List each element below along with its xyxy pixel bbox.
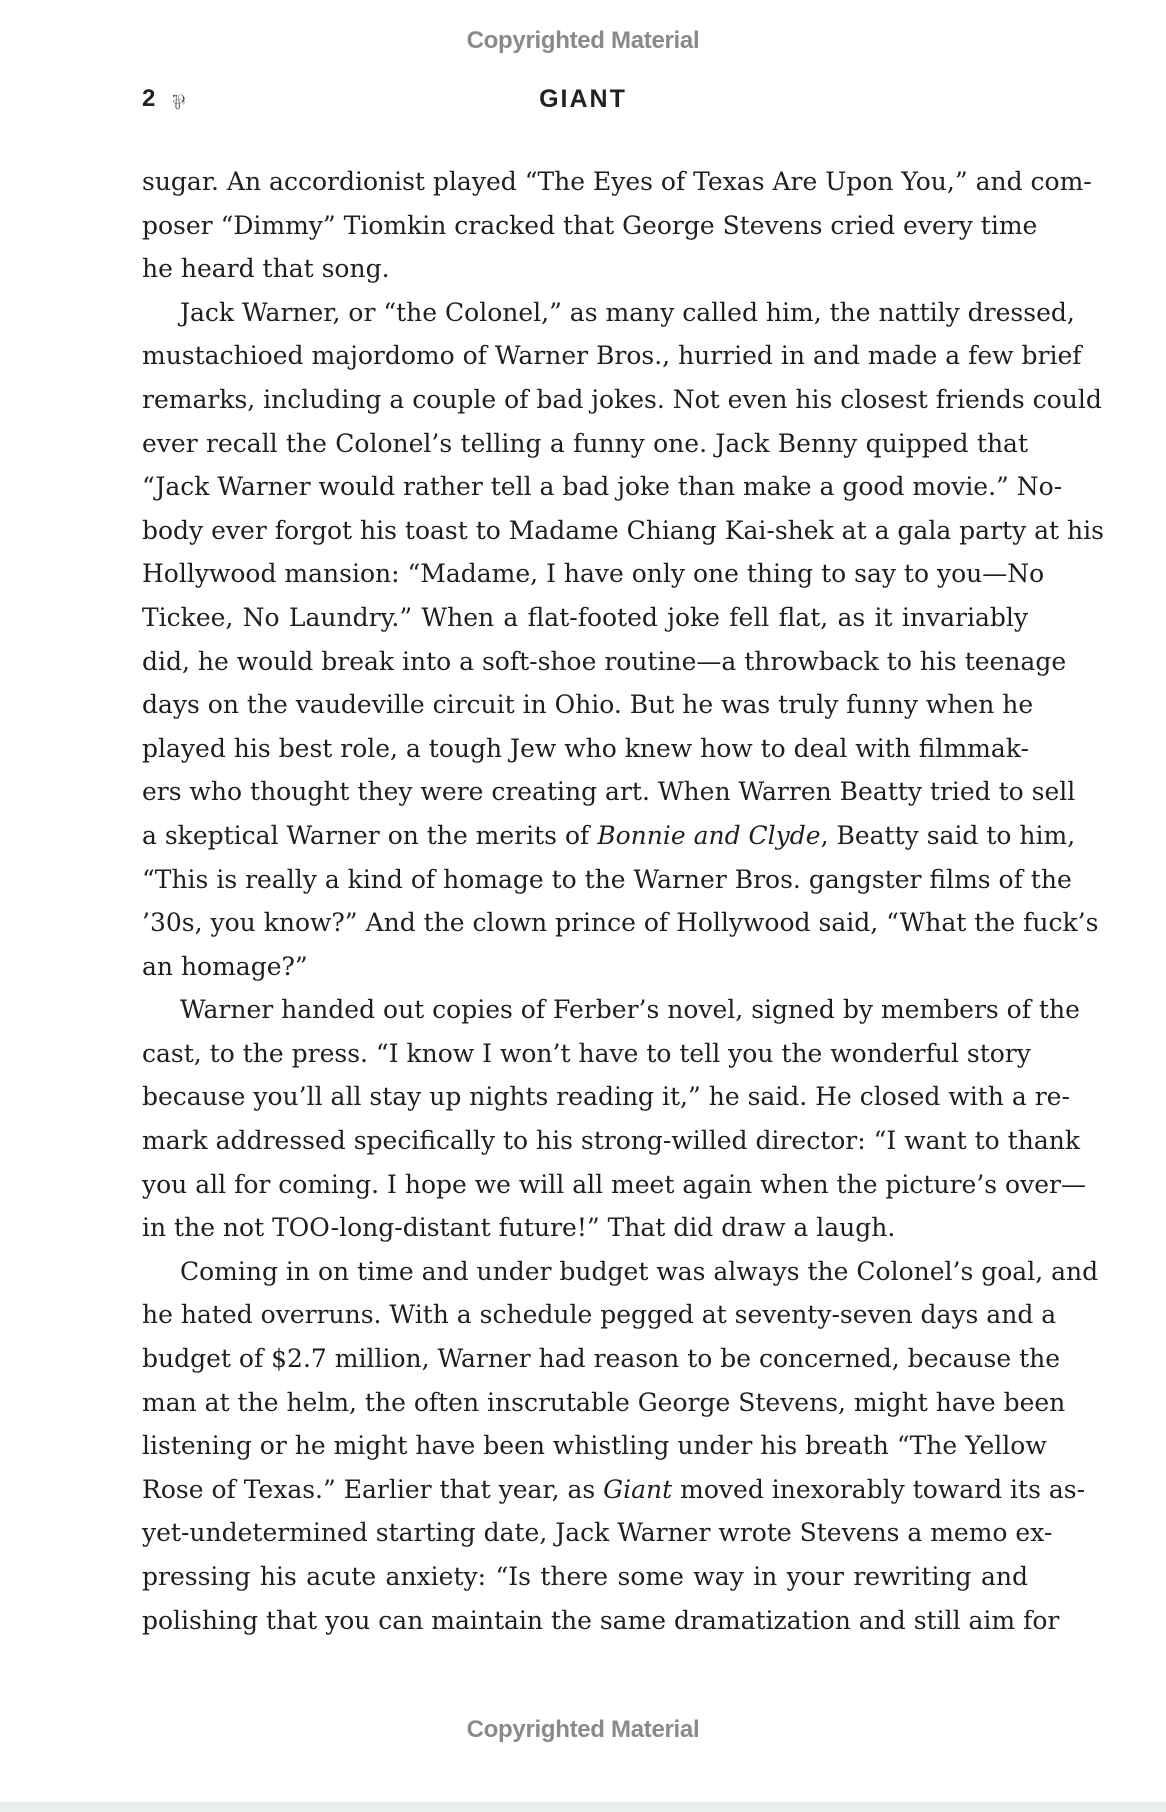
line-text-before: Rose of Texas.” Earlier that year, as bbox=[142, 1474, 604, 1504]
paragraph-start-line: Warner handed out copies of Ferber’s novel, signed by members of the bbox=[180, 995, 1080, 1025]
line-text-after: , Beatty said to him, bbox=[820, 820, 1076, 850]
italic-title-bonnie-and-clyde: Bonnie and Clyde bbox=[597, 820, 821, 850]
text-line: he hated overruns. With a schedule pegged at seventy-seven days and a bbox=[142, 1300, 1057, 1330]
text-line: ever recall the Colonel’s telling a funny one. Jack Benny quipped that bbox=[142, 428, 1028, 458]
text-line: ers who thought they were creating art. When Warren Beatty tried to sell bbox=[142, 777, 1076, 807]
italic-title-giant: Giant bbox=[603, 1474, 673, 1504]
text-line: an homage?” bbox=[142, 951, 308, 981]
text-line: poser “Dimmy” Tiomkin cracked that George Stevens cried every time bbox=[142, 210, 1038, 240]
text-line: he heard that song. bbox=[142, 254, 390, 284]
copyright-notice-top: Copyrighted Material bbox=[466, 27, 700, 54]
text-line: mark addressed specifically to his strong-willed director: “I want to thank bbox=[142, 1126, 1080, 1156]
text-line: cast, to the press. “I know I won’t have to tell you the wonderful story bbox=[142, 1038, 1031, 1068]
text-line: Hollywood mansion: “Madame, I have only one thing to say to you—No bbox=[142, 559, 1045, 589]
text-line: listening or he might have been whistling under his breath “The Yellow bbox=[142, 1431, 1047, 1461]
text-line: ’30s, you know?” And the clown prince of Hollywood said, “What the fuck’s bbox=[142, 908, 1099, 938]
paragraph-start-line: Coming in on time and under budget was always the Colonel’s goal, and bbox=[180, 1256, 1099, 1286]
text-line: because you’ll all stay up nights reading it,” he said. He closed with a re- bbox=[142, 1082, 1070, 1112]
text-line: budget of $2.7 million, Warner had reason to be concerned, because the bbox=[142, 1344, 1061, 1374]
text-line-with-italic bbox=[142, 814, 1076, 858]
running-head-title: GIANT bbox=[539, 85, 627, 113]
text-line-with-italic bbox=[142, 1468, 1086, 1512]
text-line: yet-undetermined starting date, Jack Warner wrote Stevens a memo ex- bbox=[142, 1518, 1053, 1548]
text-line: played his best role, a tough Jew who knew how to deal with filmmak- bbox=[142, 733, 1029, 763]
text-line: “Jack Warner would rather tell a bad joke than make a good movie.” No- bbox=[142, 472, 1063, 502]
page-bottom-band bbox=[0, 1802, 1166, 1812]
text-line: mustachioed majordomo of Warner Bros., hurried in and made a few brief bbox=[142, 341, 1082, 371]
text-line: “This is really a kind of homage to the Warner Bros. gangster films of the bbox=[142, 864, 1072, 894]
ornament-icon: ⅌ bbox=[172, 90, 186, 114]
text-line: days on the vaudeville circuit in Ohio. But he was truly funny when he bbox=[142, 690, 1034, 720]
paragraph-start-line: Jack Warner, or “the Colonel,” as many called him, the nattily dressed, bbox=[180, 297, 1075, 327]
line-text-after: moved inexorably toward its as- bbox=[672, 1474, 1086, 1504]
text-line: polishing that you can maintain the same dramatization and still aim for bbox=[142, 1605, 1060, 1635]
text-line: man at the helm, the often inscrutable George Stevens, might have been bbox=[142, 1387, 1066, 1417]
text-line: body ever forgot his toast to Madame Chiang Kai-shek at a gala party at his bbox=[142, 515, 1104, 545]
text-line: sugar. An accordionist played “The Eyes of Texas Are Upon You,” and com- bbox=[142, 167, 1092, 196]
body-text bbox=[142, 160, 1104, 1642]
text-line: Tickee, No Laundry.” When a flat-footed joke fell flat, as it invariably bbox=[142, 602, 1028, 632]
page-number: 2 bbox=[142, 85, 156, 112]
text-line: you all for coming. I hope we will all meet again when the picture’s over— bbox=[142, 1169, 1086, 1199]
copyright-notice-bottom: Copyrighted Material bbox=[466, 1716, 700, 1743]
text-line: remarks, including a couple of bad jokes. Not even his closest friends could bbox=[142, 384, 1102, 414]
line-text-before: a skeptical Warner on the merits of bbox=[142, 820, 598, 850]
text-line: in the not TOO-long-distant future!” That did draw a laugh. bbox=[142, 1213, 896, 1243]
text-line: pressing his acute anxiety: “Is there some way in your rewriting and bbox=[142, 1562, 1028, 1591]
text-line: did, he would break into a soft-shoe routine—a throwback to his teenage bbox=[142, 646, 1067, 676]
